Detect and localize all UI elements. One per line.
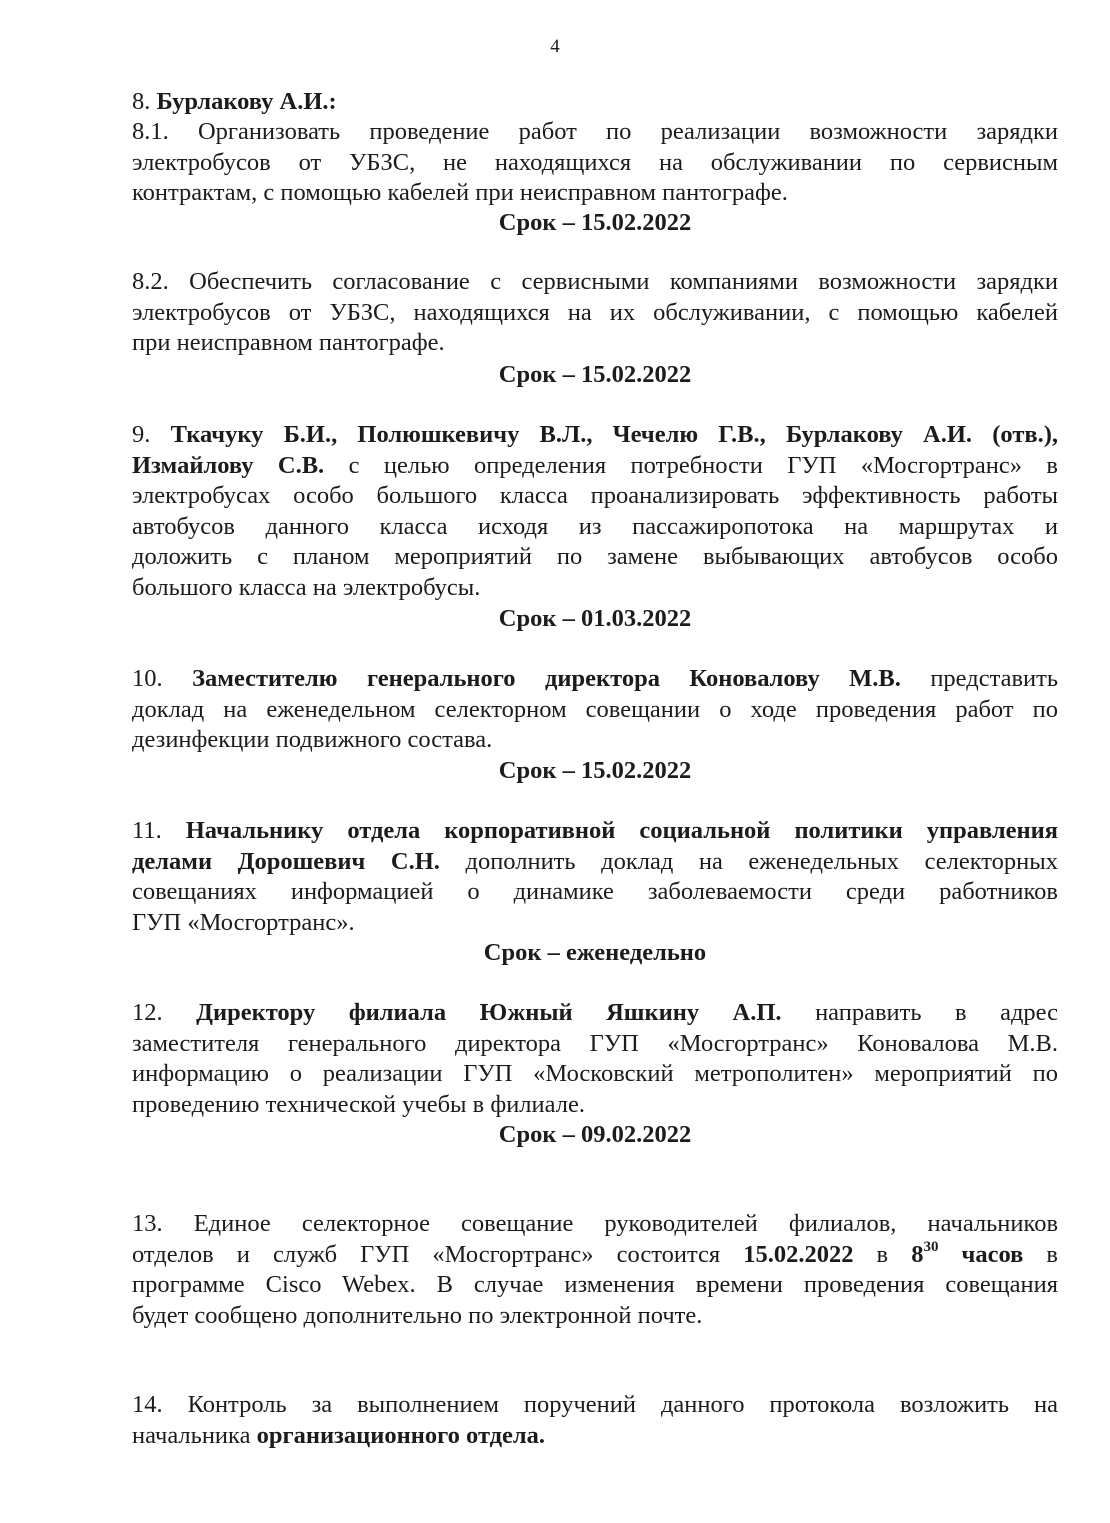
assignee: Начальнику отдела корпоративной социальной политики управления bbox=[185, 817, 1059, 844]
item-number: 10. bbox=[132, 665, 163, 692]
text-line: автобусов данного класса исходя из пассажиропотока на маршрутах и bbox=[132, 512, 1058, 540]
item-number: 11. bbox=[132, 817, 162, 844]
page-number: 4 bbox=[550, 36, 560, 57]
deadline: Срок – 15.02.2022 bbox=[498, 757, 692, 784]
item-number: 12. bbox=[132, 999, 163, 1026]
text-word: в bbox=[1046, 1240, 1058, 1268]
deadline: Срок – 15.02.2022 bbox=[498, 209, 692, 236]
item-8-1 bbox=[132, 117, 1058, 209]
assignee: Измайлову С.В. bbox=[132, 451, 325, 479]
item-10 bbox=[132, 664, 1058, 756]
assignee: Бурлакову А.И.: bbox=[156, 88, 337, 115]
item-8-2 bbox=[132, 267, 1058, 359]
text-line: Обеспечить согласование с сервисными компаниями возможности зарядки bbox=[189, 268, 1058, 295]
text-line: большого класса на электробусы. bbox=[132, 573, 481, 601]
meeting-date: 15.02.2022 bbox=[743, 1240, 854, 1268]
text-line: с целью определения потребности ГУП «Мосгортранс» в bbox=[348, 451, 1058, 479]
deadline: Срок – 09.02.2022 bbox=[498, 1121, 692, 1148]
text-line: программе Cisco Webex. В случае изменения времени проведения совещания bbox=[132, 1271, 1058, 1298]
text-line: электробусах особо большого класса проанализировать эффективность работы bbox=[132, 482, 1058, 509]
text-line: проведению технической учебы в филиале. bbox=[132, 1090, 585, 1118]
text-line: доложить с планом мероприятий по замене выбывающих автобусов особо bbox=[132, 543, 1058, 570]
meeting-time bbox=[911, 1238, 1024, 1268]
text-word: в bbox=[876, 1240, 889, 1268]
text-line: Контроль за выполнением поручений данного протокола возложить на bbox=[187, 1391, 1058, 1418]
text-line: ГУП «Мосгортранс». bbox=[132, 908, 355, 936]
text-line: при неисправном пантографе. bbox=[132, 329, 445, 356]
text-line: представить bbox=[930, 665, 1059, 692]
text-line: заместителя генерального директора ГУП «Мосгортранс» Коновалова М.В. bbox=[132, 1029, 1058, 1057]
text-line: будет сообщено дополнительно по электронной почте. bbox=[132, 1301, 703, 1329]
text-line: контрактам, с помощью кабелей при неисправном пантографе. bbox=[132, 179, 788, 206]
deadline: Срок – 15.02.2022 bbox=[498, 361, 692, 388]
text-line: Организовать проведение работ по реализации возможности зарядки bbox=[197, 118, 1058, 145]
item-number: 8. bbox=[132, 88, 151, 115]
item-9 bbox=[132, 420, 1058, 603]
item-14 bbox=[132, 1390, 1058, 1451]
hours-word: часов bbox=[961, 1240, 1024, 1268]
assignee: Директору филиала Южный Яшкину А.П. bbox=[196, 999, 782, 1026]
assignees: Ткачуку Б.И., Полюшкевичу В.Л., Чечелю Г.В., Бурлакову А.И. (отв.), bbox=[170, 421, 1058, 448]
item-number: 8.2. bbox=[132, 268, 169, 295]
item-number: 8.1. bbox=[132, 118, 169, 145]
responsible-department: организационного отдела. bbox=[256, 1421, 546, 1449]
text-line: совещаниях информацией о динамике заболеваемости среди работников bbox=[132, 878, 1058, 905]
item-13 bbox=[132, 1209, 1058, 1331]
item-number: 13. bbox=[132, 1210, 163, 1237]
item-12 bbox=[132, 998, 1058, 1120]
assignee: Заместителю генерального директора Коновалову М.В. bbox=[192, 665, 901, 692]
text-line: доклад на еженедельном селекторном совещании о ходе проведения работ по bbox=[132, 695, 1058, 723]
deadline: Срок – еженедельно bbox=[483, 939, 707, 966]
text-line: направить в адрес bbox=[815, 999, 1059, 1026]
meeting-minutes: 30 bbox=[923, 1238, 939, 1255]
text-line: электробусов от УБЗС, не находящихся на обслуживании по сервисным bbox=[132, 148, 1058, 176]
text-line: начальника bbox=[132, 1421, 251, 1449]
item-8-heading bbox=[132, 87, 1058, 118]
deadline: Срок – 01.03.2022 bbox=[498, 605, 692, 632]
meeting-hour: 8 bbox=[911, 1240, 924, 1268]
item-11 bbox=[132, 816, 1058, 938]
text-line: отделов и служб ГУП «Мосгортранс» состоится bbox=[132, 1240, 721, 1268]
assignee: делами Дорошевич С.Н. bbox=[132, 847, 440, 875]
text-line: дополнить доклад на еженедельных селекторных bbox=[465, 847, 1059, 875]
text-line: электробусов от УБЗС, находящихся на их обслуживании, с помощью кабелей bbox=[132, 298, 1058, 326]
text-line: информацию о реализации ГУП «Московский метрополитен» мероприятий по bbox=[132, 1060, 1058, 1087]
item-number: 14. bbox=[132, 1391, 163, 1418]
text-line: дезинфекции подвижного состава. bbox=[132, 726, 493, 753]
item-number: 9. bbox=[132, 421, 151, 448]
text-line: Единое селекторное совещание руководителей филиалов, начальников bbox=[193, 1210, 1059, 1237]
